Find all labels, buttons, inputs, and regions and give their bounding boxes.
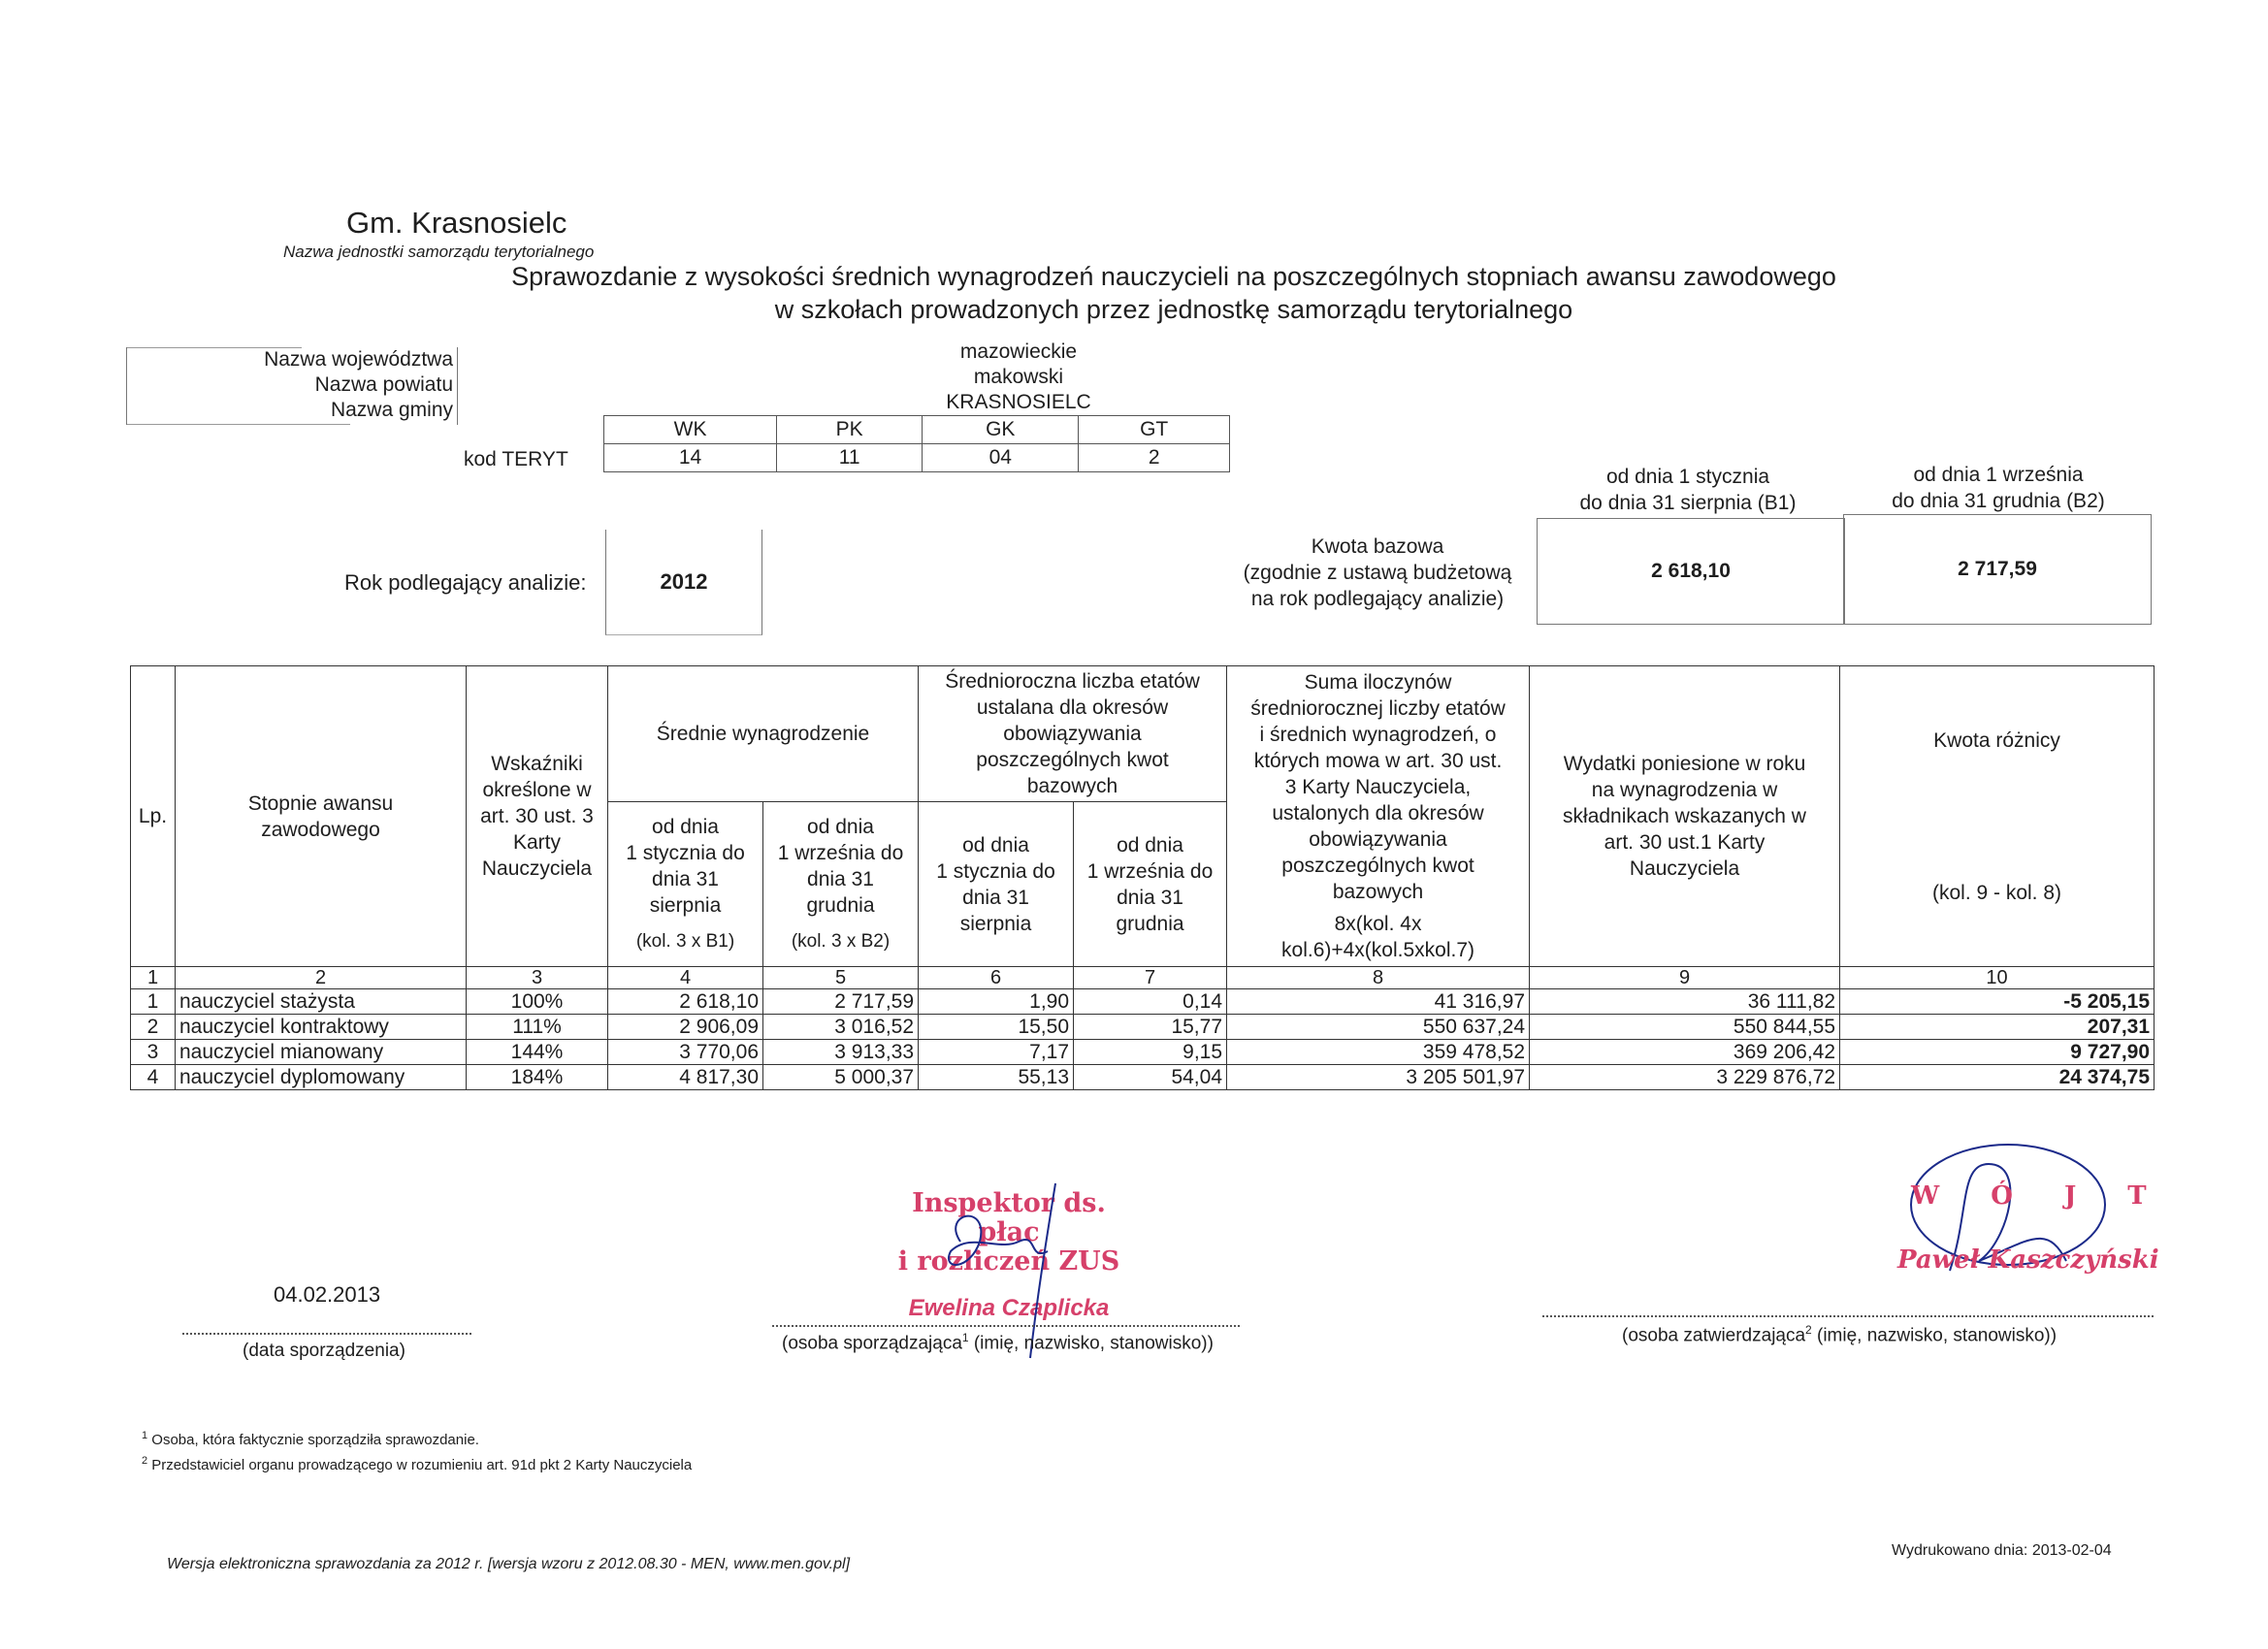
- admin-value-gmina: KRASNOSIELC: [946, 391, 1091, 413]
- admin-values: [873, 340, 1164, 415]
- gmina-name: Gm. Krasnosielc: [346, 206, 567, 240]
- report-date: 04.02.2013: [274, 1282, 381, 1307]
- author-stamp: Inspektor ds. płac i rozliczeń ZUS Ewelina Czaplicka: [897, 1188, 1120, 1321]
- col-stopnie-header: Stopnie awansu zawodowego: [176, 666, 467, 967]
- footnote-2: $^2$ Przedstawiciel organu prowadzącego w rozumieniu art. 91d pkt 2 Karty Nauczyciela: [142, 1455, 693, 1473]
- table-row: 4 nauczyciel dyplomowany 184% 4 817,30 5 000,37 55,13 54,04 3 205 501,97 3 229 876,72 24 374,75: [131, 1065, 2155, 1090]
- report-title-line2: w szkołach prowadzonych przez jednostkę samorządu terytorialnego: [774, 295, 1573, 324]
- col-sr-a-header: od dnia 1 stycznia do dnia 31 sierpnia (kol. 3 x B1): [608, 802, 763, 967]
- report-title: [407, 260, 1940, 326]
- footnote-1: $^1$ Osoba, która faktycznie sporządziła sprawozdanie.: [142, 1430, 479, 1448]
- col-srednie-header: Średnie wynagrodzenie: [608, 666, 919, 802]
- admin-box: [126, 347, 458, 425]
- col-sr-b-header: od dnia 1 września do dnia 31 grudnia (kol. 3 x B2): [763, 802, 919, 967]
- teryt-v-wk: 14: [604, 444, 777, 472]
- col-suma-header: Suma iloczynów średniorocznej liczby etatów i średnich wynagrodzeń, o których mowa w art. 30 ust. 3 Karty Nauczyciela, ustalonych dla okresów obowiązywania poszczególnych kwot bazowych 8x(kol. 4x kol.6)+4x(kol.5xkol.7): [1227, 666, 1530, 967]
- approver-seal-icon: [1882, 1116, 2154, 1310]
- approver-caption: (osoba zatwierdzająca$^2$ (imię, nazwisko, stanowisko)): [1622, 1323, 2057, 1346]
- teryt-h-pk: PK: [777, 416, 923, 444]
- teryt-h-gt: GT: [1079, 416, 1230, 444]
- date-caption: (data sporządzenia): [243, 1341, 405, 1361]
- admin-value-wojewodztwo: mazowieckie: [959, 340, 1078, 363]
- col-et-a-header: od dnia 1 stycznia do dnia 31 sierpnia: [919, 802, 1074, 967]
- teryt-table: [603, 415, 1230, 472]
- teryt-v-gt: 2: [1079, 444, 1230, 472]
- col-roznica-header: Kwota różnicy (kol. 9 - kol. 8): [1840, 666, 2155, 967]
- col-et-b-header: od dnia 1 września do dnia 31 grudnia: [1074, 802, 1227, 967]
- admin-label-powiat: Nazwa powiatu: [314, 373, 453, 396]
- admin-label-gmina: Nazwa gminy: [330, 399, 453, 421]
- col-wydatki-header: Wydatki poniesione w roku na wynagrodzenia w składnikach wskazanych w art. 30 ust.1 Karty Nauczyciela: [1530, 666, 1840, 967]
- approver-stamp-name: Paweł Kaszczyński: [1897, 1245, 2159, 1275]
- col-wskazniki-header: Wskaźniki określone w art. 30 ust. 3 Karty Nauczyciela: [467, 666, 608, 967]
- teryt-v-gk: 04: [923, 444, 1079, 472]
- col-etaty-header: Średnioroczna liczba etatów ustalana dla okresów obowiązywania poszczególnych kwot bazowych: [919, 666, 1227, 802]
- column-numbers-row: 1 2 3 4 5 6 7 8 9 10: [131, 967, 2155, 989]
- b1-value: 2 618,10: [1537, 518, 1845, 625]
- table-row: 1 nauczyciel stażysta 100% 2 618,10 2 717,59 1,90 0,14 41 316,97 36 111,82 -5 205,15: [131, 989, 2155, 1015]
- report-title-line1: Sprawozdanie z wysokości średnich wynagrodzeń nauczycieli na poszczególnych stopniach awansu zawodowego: [511, 262, 1836, 291]
- b2-header: od dnia 1 września do dnia 31 grudnia (B2): [1892, 464, 2105, 512]
- gmina-caption: Nazwa jednostki samorządu terytorialnego: [283, 242, 595, 261]
- teryt-h-gk: GK: [923, 416, 1079, 444]
- teryt-h-wk: WK: [604, 416, 777, 444]
- version-note: Wersja elektroniczna sprawozdania za 2012 r. [wersja wzoru z 2012.08.30 - MEN, www.men.gov.pl]: [167, 1556, 851, 1572]
- col-lp-header: Lp.: [131, 666, 176, 967]
- admin-value-powiat: makowski: [973, 366, 1064, 388]
- table-row: 3 nauczyciel mianowany 144% 3 770,06 3 913,33 7,17 9,15 359 478,52 369 206,42 9 727,90: [131, 1040, 2155, 1065]
- author-caption: (osoba sporządzająca$^1$ (imię, nazwisko, stanowisko)): [782, 1331, 1214, 1354]
- teryt-label: kod TERYT: [464, 448, 568, 470]
- b1-header: od dnia 1 stycznia do dnia 31 sierpnia (B1): [1579, 466, 1797, 514]
- teryt-v-pk: 11: [777, 444, 923, 472]
- admin-label-wojewodztwo: Nazwa województwa: [264, 348, 453, 371]
- base-label: Kwota bazowa (zgodnie z ustawą budżetową na rok podlegający analizie): [1243, 535, 1512, 610]
- printed-date: Wydrukowano dnia: 2013-02-04: [1892, 1542, 2112, 1559]
- year-label: Rok podlegający analizie:: [344, 570, 587, 595]
- year-value: 2012: [605, 530, 762, 635]
- approver-stamp-title: W Ó J T: [1911, 1181, 2168, 1211]
- table-row: 2 nauczyciel kontraktowy 111% 2 906,09 3 016,52 15,50 15,77 550 637,24 550 844,55 207,31: [131, 1015, 2155, 1040]
- b2-value: 2 717,59: [1843, 514, 2152, 625]
- salary-table: [130, 665, 2155, 1090]
